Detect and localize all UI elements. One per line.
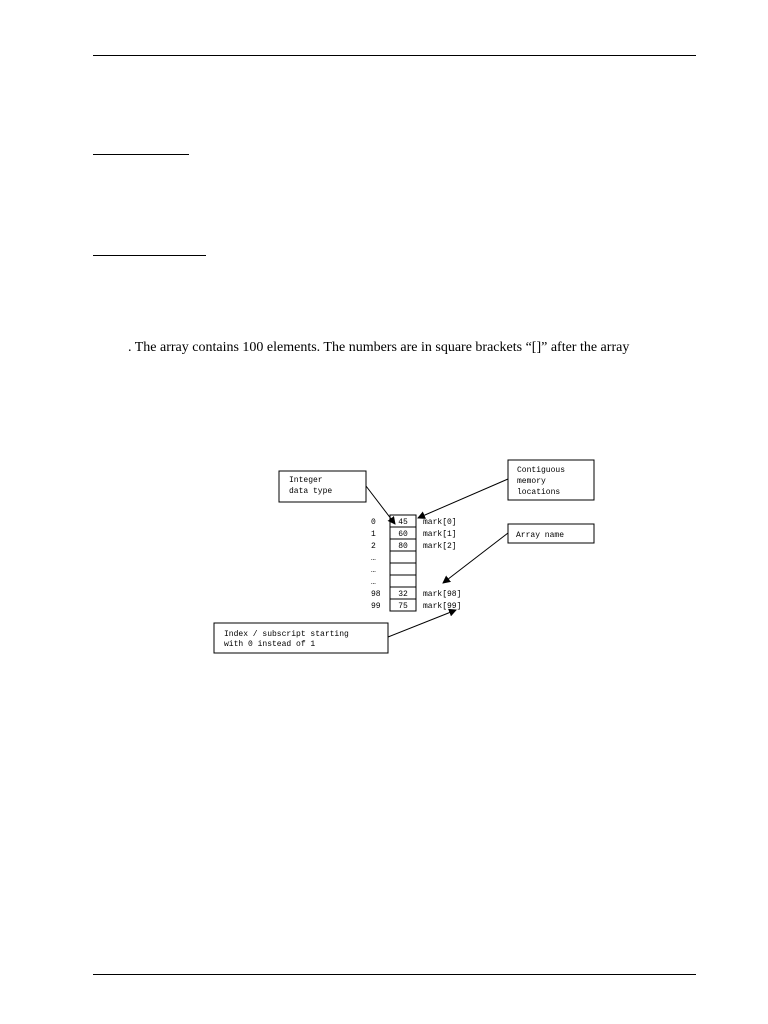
- callout-index-line1: Index / subscript starting: [224, 630, 349, 639]
- row-value: 45: [398, 518, 408, 527]
- row-label: mark[98]: [423, 590, 462, 599]
- row-label: mark[99]: [423, 602, 462, 611]
- callout-contiguous-line2: memory: [517, 477, 546, 486]
- callout-array-name: Array name: [516, 531, 565, 540]
- row-index: …: [371, 578, 376, 587]
- row-label: mark[0]: [423, 518, 457, 527]
- arrow-contiguous-to-cells: [418, 479, 508, 518]
- row-index: 2: [371, 542, 376, 551]
- label-column: [423, 518, 461, 611]
- callout-integer-line1: Integer: [289, 476, 323, 485]
- row-index: …: [371, 554, 376, 563]
- row-index: …: [371, 566, 376, 575]
- arrow-index-to-subscript: [388, 610, 456, 637]
- row-index: 98: [371, 590, 381, 599]
- array-cell: [390, 563, 416, 575]
- callout-index-line2: with 0 instead of 1: [224, 640, 316, 649]
- callout-contiguous-line1: Contiguous: [517, 466, 566, 475]
- row-value: 75: [398, 602, 408, 611]
- row-value: 60: [398, 530, 408, 539]
- arrow-array-name-to-label: [443, 533, 508, 583]
- array-cell: [390, 551, 416, 563]
- callout-contiguous-line3: locations: [517, 488, 561, 497]
- callout-integer-line2: data type: [289, 487, 333, 496]
- row-label: mark[2]: [423, 542, 457, 551]
- row-index: 99: [371, 602, 381, 611]
- array-cell: [390, 575, 416, 587]
- row-label: mark[1]: [423, 530, 457, 539]
- row-index: 1: [371, 530, 376, 539]
- row-value: 80: [398, 542, 408, 551]
- row-index: 0: [371, 518, 376, 527]
- index-column: [371, 518, 381, 611]
- row-value: 32: [398, 590, 408, 599]
- body-paragraph: . The array contains 100 elements. The numbers are in square brackets “[]” after the array: [128, 340, 630, 355]
